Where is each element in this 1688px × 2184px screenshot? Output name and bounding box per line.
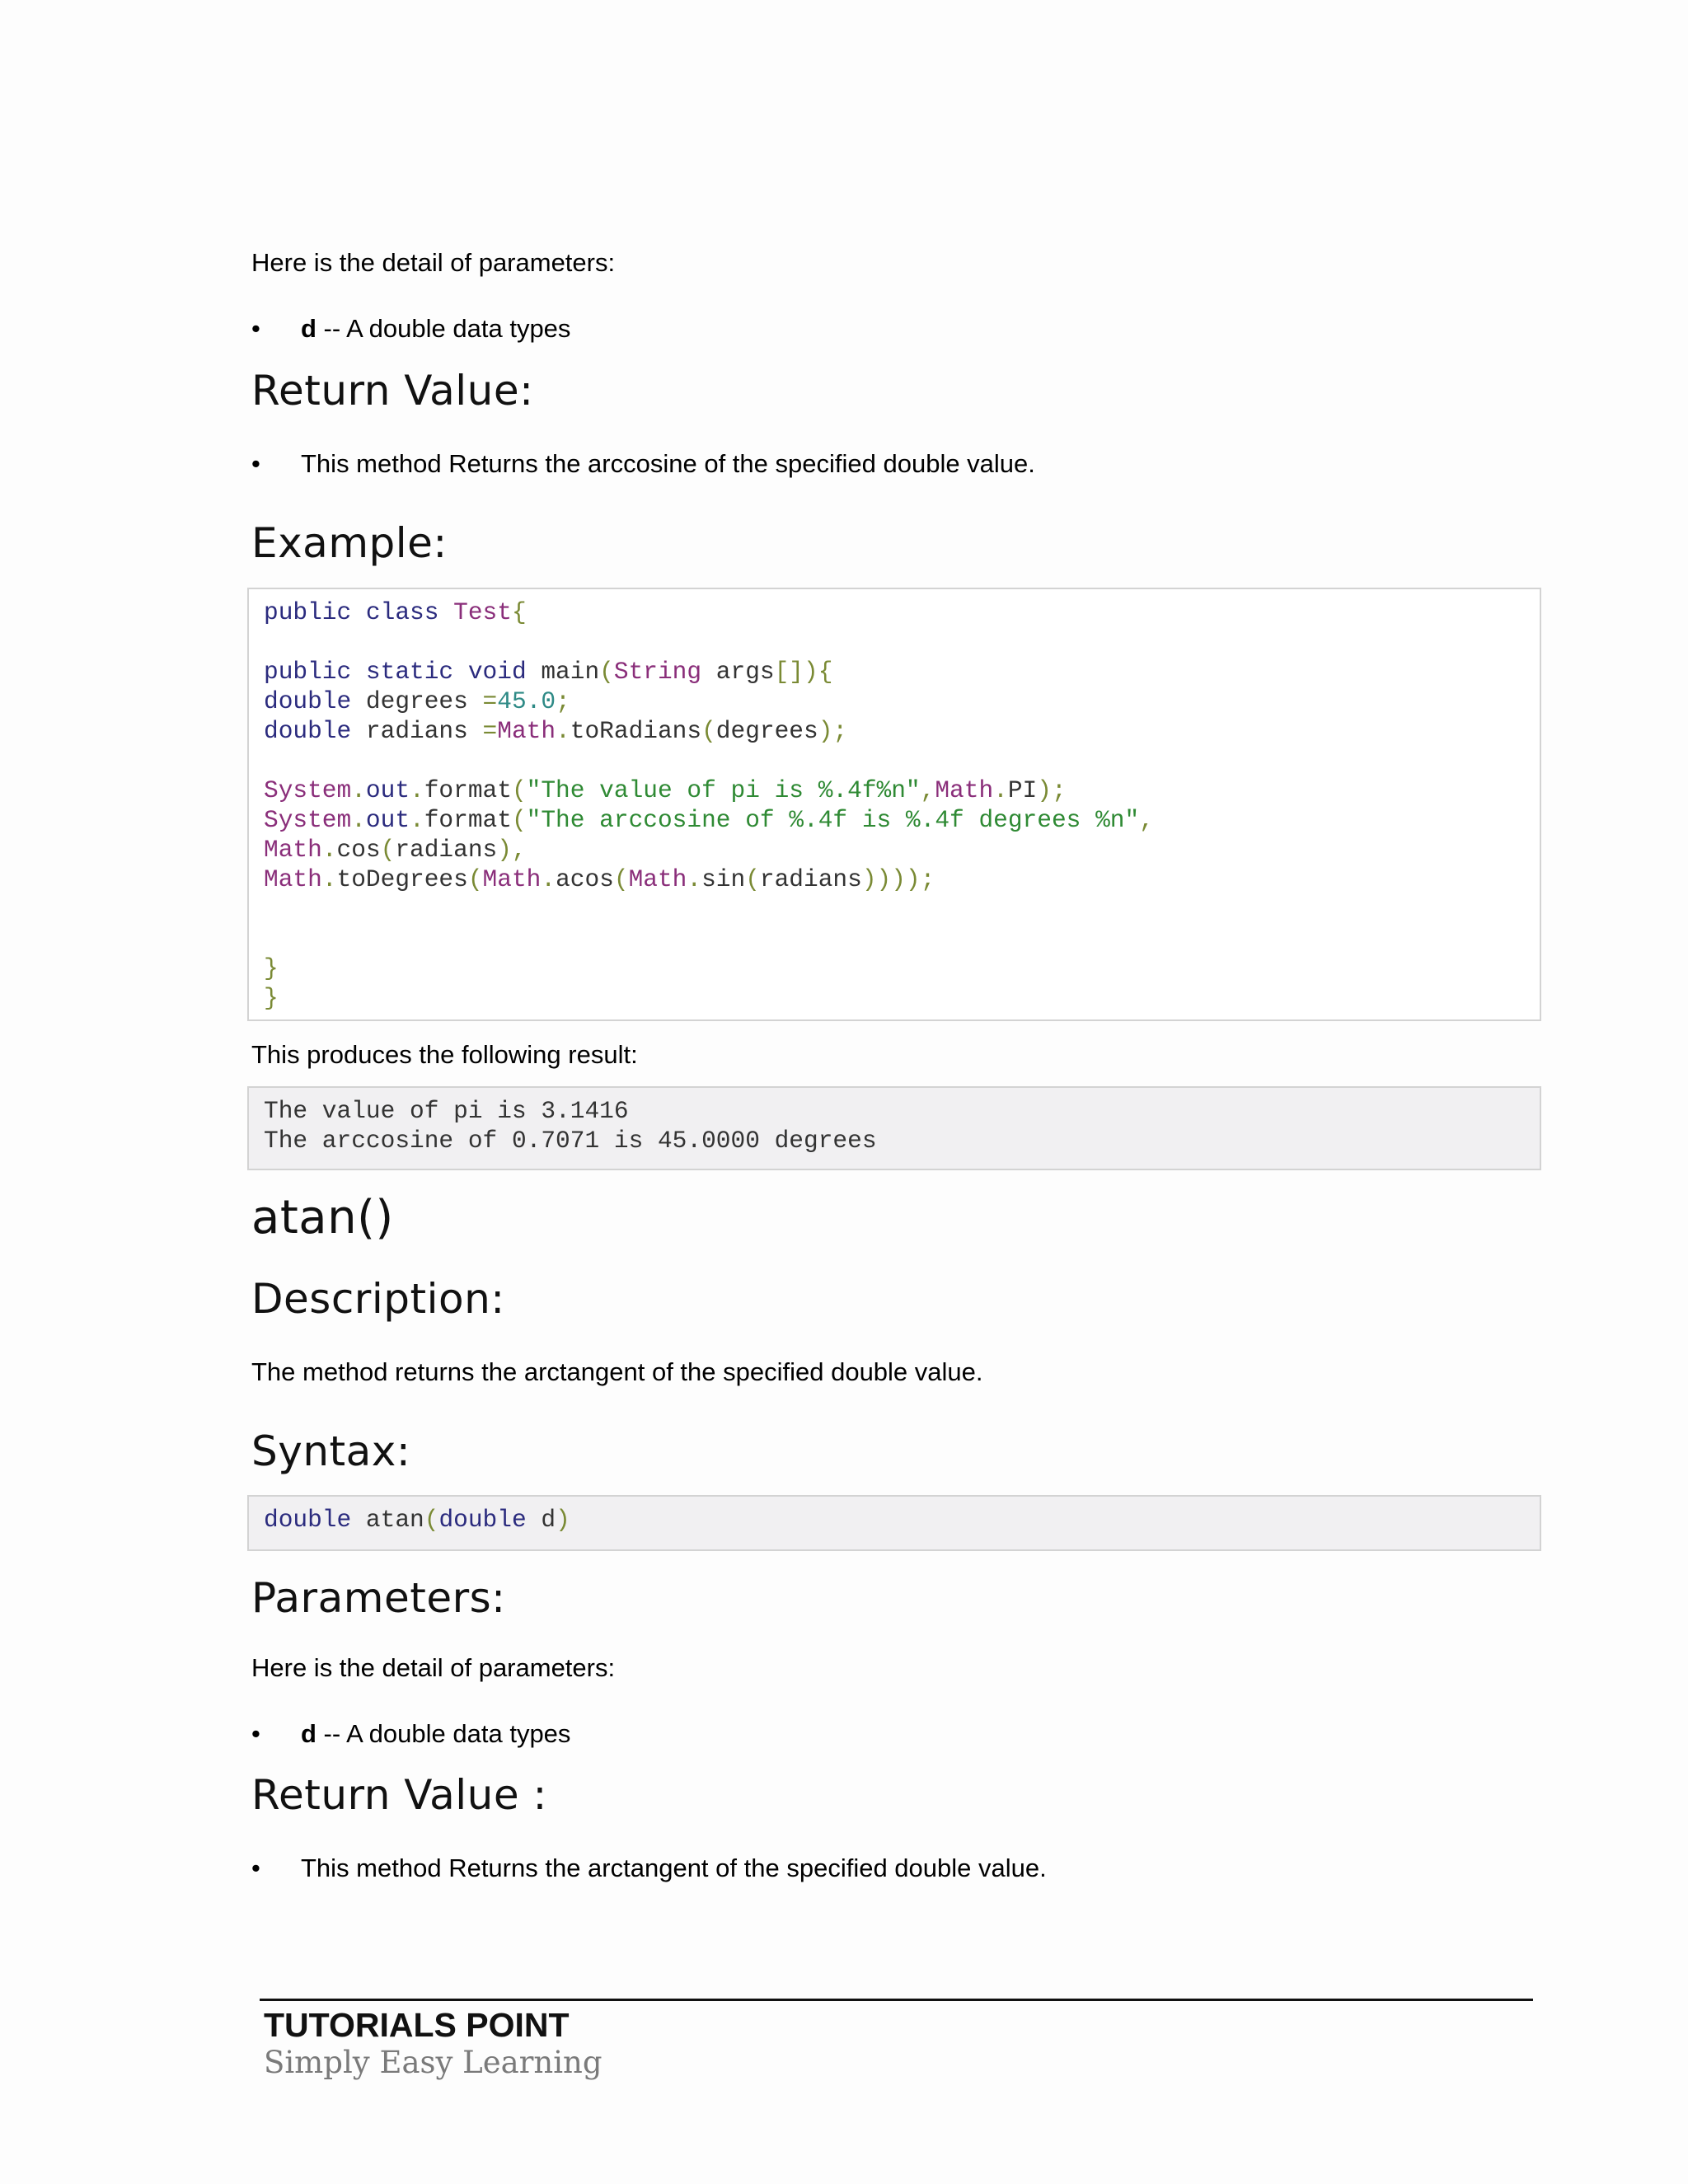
code-token: = [482, 717, 498, 745]
code-line [264, 894, 1525, 924]
code-line [264, 746, 1525, 776]
footer-tagline: Simply Easy Learning [264, 2045, 603, 2080]
code-line [264, 657, 1525, 687]
return-description: This method Returns the arccosine of the specified double value. [301, 449, 1035, 478]
param-name: d [301, 314, 316, 343]
code-token: ( [424, 1506, 439, 1534]
code-token: toRadians [570, 717, 702, 745]
code-token: radians [759, 865, 862, 893]
code-line [264, 954, 1525, 983]
code-token: ( [467, 865, 483, 893]
code-token [438, 598, 453, 626]
code-token: sin [701, 865, 746, 893]
code-token: System [264, 806, 352, 834]
return-value-heading: Return Value: [251, 367, 534, 415]
code-token: . [541, 865, 556, 893]
code-token: . [351, 776, 366, 804]
code-token: ( [701, 717, 716, 745]
return-list-item [251, 1853, 1047, 1884]
parameters-heading: Parameters: [251, 1574, 506, 1622]
code-token: , [920, 776, 935, 804]
code-token [351, 658, 366, 686]
code-token: , [1139, 806, 1154, 834]
bullet-icon: • [251, 1719, 260, 1748]
code-token: ); [1037, 776, 1067, 804]
code-token: d [526, 1506, 556, 1534]
code-token: cos [336, 836, 381, 864]
code-token: } [264, 984, 279, 1012]
param-list-item [251, 1718, 570, 1750]
code-token: ); [818, 717, 848, 745]
code-token: double [264, 1506, 352, 1534]
bullet-icon: • [251, 1854, 260, 1882]
code-line [264, 983, 1525, 1013]
bullet-icon: • [251, 449, 260, 478]
code-token: acos [556, 865, 614, 893]
code-token: radians [351, 717, 483, 745]
code-token [351, 598, 366, 626]
code-token: . [687, 865, 702, 893]
code-token: 45.0 [497, 687, 556, 715]
code-token: Math [497, 717, 556, 745]
code-token [453, 658, 468, 686]
syntax-code-block [247, 1495, 1541, 1551]
output-line: The value of pi is 3.1416 [264, 1097, 629, 1125]
code-token: ( [599, 658, 614, 686]
code-token: . [410, 806, 424, 834]
example-code-block [247, 588, 1541, 1021]
code-token: ), [497, 836, 527, 864]
return-list-item [251, 448, 1035, 480]
code-token: class [365, 598, 439, 626]
code-line [264, 598, 1525, 627]
footer-divider [260, 1999, 1533, 2001]
output-line: The arccosine of 0.7071 is 45.0000 degrees [264, 1127, 877, 1155]
code-line [264, 835, 1525, 865]
params-intro-text: Here is the detail of parameters: [251, 248, 616, 277]
description-heading: Description: [251, 1275, 505, 1323]
syntax-heading: Syntax: [251, 1427, 411, 1475]
code-token: ( [613, 865, 629, 893]
code-token: System [264, 776, 352, 804]
code-line [264, 776, 1525, 805]
code-token: radians [395, 836, 498, 864]
code-line [264, 865, 1525, 894]
bullet-icon: • [251, 314, 260, 343]
footer-brand: TUTORIALS POINT [264, 2006, 570, 2044]
code-token: ; [556, 687, 570, 715]
code-token: public [264, 598, 352, 626]
code-token: degrees [351, 687, 483, 715]
return-description: This method Returns the arctangent of the specified double value. [301, 1854, 1047, 1882]
code-line [264, 716, 1525, 746]
code-token: String [613, 658, 702, 686]
code-token: ( [511, 776, 527, 804]
result-intro-text: This produces the following result: [251, 1040, 638, 1069]
code-line [264, 687, 1525, 716]
code-token: "The arccosine of %.4f is %.4f degrees %n" [526, 806, 1140, 834]
code-token: double [264, 687, 352, 715]
code-token: . [993, 776, 1008, 804]
code-line [264, 1505, 1525, 1535]
code-token: PI [1007, 776, 1038, 804]
code-token: Math [628, 865, 687, 893]
params-intro-text: Here is the detail of parameters: [251, 1653, 616, 1682]
code-token: atan [351, 1506, 424, 1534]
code-token: ( [745, 865, 760, 893]
code-token: format [424, 806, 512, 834]
code-token: toDegrees [336, 865, 468, 893]
code-token: )))); [861, 865, 935, 893]
code-token: ( [511, 806, 527, 834]
code-token: . [351, 806, 366, 834]
result-output-block [247, 1086, 1541, 1170]
code-line [264, 924, 1525, 954]
code-token: . [321, 836, 337, 864]
code-token: . [321, 865, 337, 893]
code-line [264, 627, 1525, 657]
param-list-item [251, 313, 570, 344]
code-token: double [438, 1506, 527, 1534]
code-token: []){ [774, 658, 833, 686]
code-token: Math [935, 776, 994, 804]
return-value-heading: Return Value : [251, 1771, 547, 1819]
code-token: args [701, 658, 775, 686]
code-token: Test [453, 598, 512, 626]
description-text: The method returns the arctangent of the specified double value. [251, 1357, 983, 1386]
code-token: out [365, 776, 410, 804]
example-heading: Example: [251, 519, 448, 567]
code-line [264, 805, 1525, 835]
code-token: degrees [715, 717, 818, 745]
code-token: Math [264, 836, 322, 864]
code-token: { [511, 598, 527, 626]
param-description: -- A double data types [316, 314, 571, 343]
code-token: Math [482, 865, 542, 893]
code-token: } [264, 954, 279, 982]
code-token: public [264, 658, 352, 686]
param-name: d [301, 1719, 316, 1748]
code-token: out [365, 806, 410, 834]
code-token: static [365, 658, 454, 686]
code-token: . [410, 776, 424, 804]
code-token: Math [264, 865, 322, 893]
code-token: void [467, 658, 527, 686]
code-token: main [526, 658, 600, 686]
code-token: "The value of pi is %.4f%n" [526, 776, 921, 804]
method-heading: atan() [251, 1191, 394, 1244]
code-token: format [424, 776, 512, 804]
param-description: -- A double data types [316, 1719, 571, 1748]
code-token: ) [556, 1506, 570, 1534]
code-token: ( [380, 836, 396, 864]
code-token: . [556, 717, 570, 745]
code-token: = [482, 687, 498, 715]
code-token: double [264, 717, 352, 745]
